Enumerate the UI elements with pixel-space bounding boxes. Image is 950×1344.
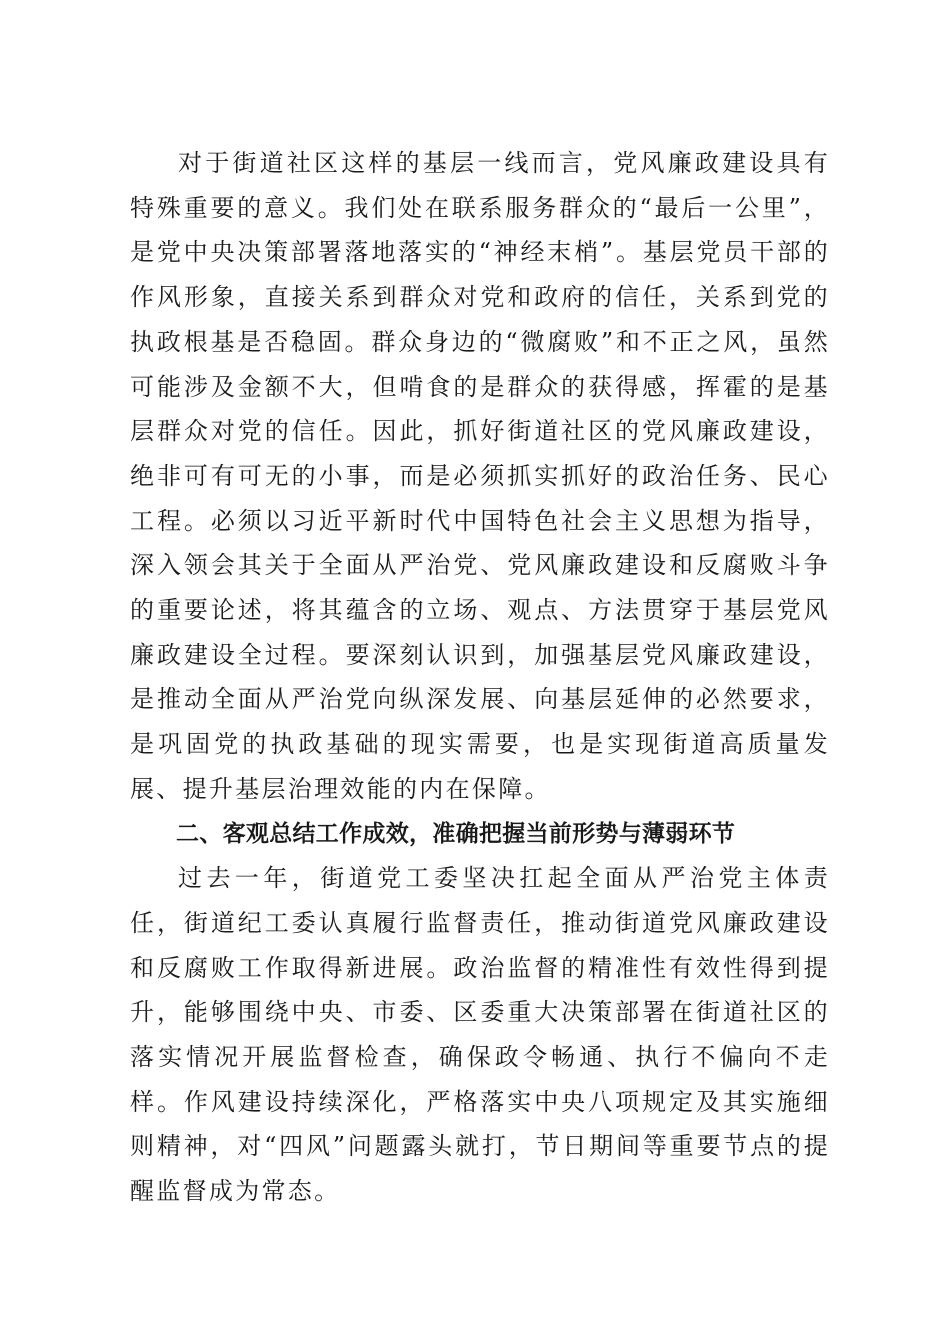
document-body xyxy=(130,141,830,1214)
body-paragraph-1: 对于街道社区这样的基层一线而言，党风廉政建设具有特殊重要的意义。我们处在联系服务群众的“最后一公里”，是党中央决策部署落地落实的“神经末梢”。基层党员干部的作风形象，直接关系到群众对党和政府的信任，关系到党的执政根基是否稳固。群众身边的“微腐败”和不正之风，虽然可能涉及金额不大，但啃食的是群众的获得感，挥霍的是基层群众对党的信任。因此，抓好街道社区的党风廉政建设，绝非可有可无的小事，而是必须抓实抓好的政治任务、民心工程。必须以习近平新时代中国特色社会主义思想为指导，深入领会其关于全面从严治党、党风廉政建设和反腐败斗争的重要论述，将其蕴含的立场、观点、方法贯穿于基层党风廉政建设全过程。要深刻认识到，加强基层党风廉政建设，是推动全面从严治党向纵深发展、向基层延伸的必然要求，是巩固党的执政基础的现实需要，也是实现街道高质量发展、提升基层治理效能的内在保障。 xyxy=(130,149,830,803)
section-heading: 二、客观总结工作成效，准确把握当前形势与薄弱环节 xyxy=(176,820,736,847)
body-paragraph-2: 过去一年，街道党工委坚决扛起全面从严治党主体责任，街道纪工委认真履行监督责任，推动街道党风廉政建设和反腐败工作取得新进展。政治监督的精准性有效性得到提升，能够围绕中央、市委、区委重大决策部署在街道社区的落实情况开展监督检查，确保政令畅通、执行不偏向不走样。作风建设持续深化，严格落实中央八项规定及其实施细则精神，对“四风”问题露头就打，节日期间等重要节点的提醒监督成为常态。 xyxy=(130,864,830,1206)
